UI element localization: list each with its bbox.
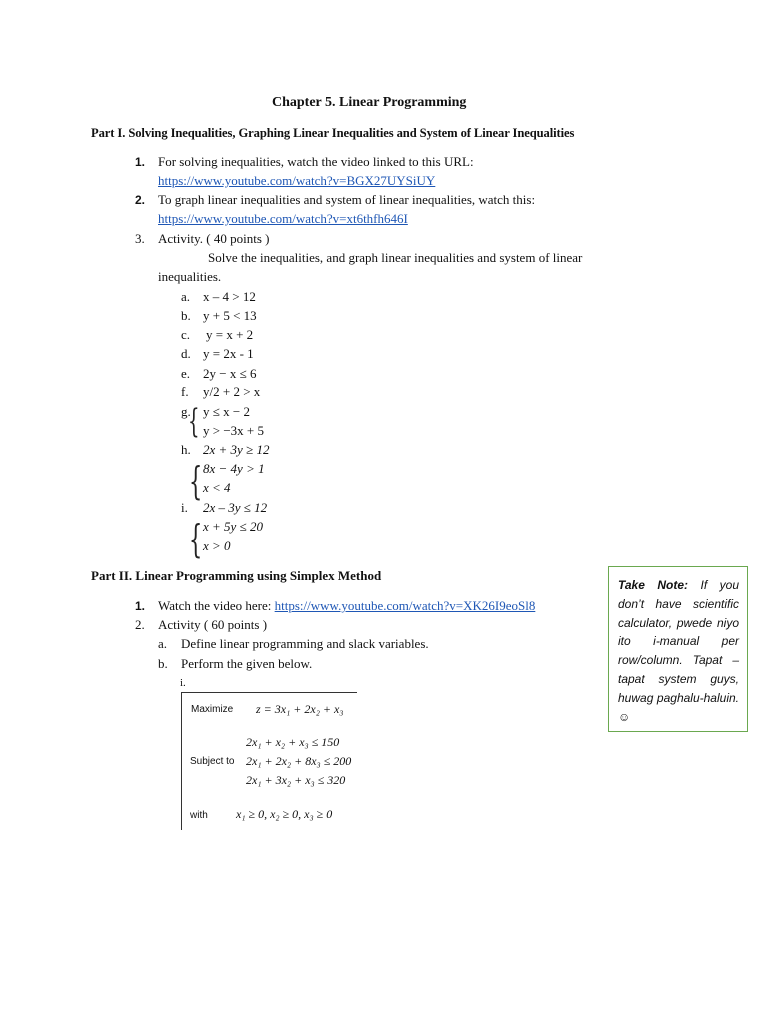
system-h-line2: 8x − 4y > 1	[203, 461, 265, 476]
with-label: with	[190, 810, 208, 821]
subitem-e-letter: e.	[181, 366, 191, 381]
system-i-line1: 2x – 3y ≤ 12	[203, 500, 268, 515]
constraint-1: 2x₁ + x₂ + x₃ ≤ 150	[246, 735, 340, 749]
part2-heading: Part II. Linear Programming using Simplex Method	[91, 568, 382, 583]
system-h-brace: {	[189, 459, 203, 503]
part2-item2b-text: Perform the given below.	[181, 656, 313, 671]
part2-item1-link[interactable]: https://www.youtube.com/watch?v=XK26I9eoSl8	[274, 598, 536, 613]
part2-item1-text: Watch the video here:	[158, 598, 272, 613]
part1-item1-text: For solving inequalities, watch the video linked to this URL:	[158, 154, 474, 169]
part1-item2-text: To graph linear inequalities and system of linear inequalities, watch this:	[158, 192, 536, 207]
constraint-3: 2x₁ + 3x₂ + x₃ ≤ 320	[246, 773, 346, 787]
system-i-letter: i.	[181, 500, 188, 515]
subitem-a-expression: x – 4 > 12	[203, 289, 256, 304]
subject-to-label: Subject to	[190, 756, 235, 767]
system-i-line2: x + 5y ≤ 20	[203, 519, 263, 534]
part2-item2b-letter: b.	[158, 656, 168, 671]
part2-item2-text: Activity ( 60 points )	[158, 617, 268, 632]
subitem-f-expression: y/2 + 2 > x	[203, 384, 261, 399]
part1-item3-number: 3.	[135, 231, 145, 246]
subitem-c-letter: c.	[181, 327, 191, 342]
part1-item3-text: Activity. ( 40 points )	[158, 231, 270, 246]
constraint-2: 2x₁ + 2x₂ + 8x₃ ≤ 200	[246, 754, 352, 768]
lp-problem-box	[181, 692, 357, 830]
subitem-b-letter: b.	[181, 308, 191, 323]
take-note-box	[608, 566, 748, 732]
objective-function: z = 3x₁ + 2x₂ + x₃	[256, 702, 344, 716]
nonnegativity-constraints: x₁ ≥ 0, x₂ ≥ 0, x₃ ≥ 0	[236, 807, 333, 821]
part2-roman-i: i.	[180, 677, 186, 689]
subitem-b-expression: y + 5 < 13	[203, 308, 257, 323]
part1-item3-instruction-line1: Solve the inequalities, and graph linear inequalities and system of linear	[208, 250, 583, 265]
subitem-e-expression: 2y − x ≤ 6	[203, 366, 257, 381]
part1-item3-instruction-line2: inequalities.	[158, 269, 222, 284]
part1-heading: Part I. Solving Inequalities, Graphing Linear Inequalities and System of Linear Inequalities	[91, 126, 575, 140]
part2-item1-line	[158, 598, 535, 614]
part2-item2-number: 2.	[135, 617, 145, 632]
system-g-line1: y ≤ x − 2	[203, 404, 250, 419]
subitem-d-expression: y = 2x - 1	[203, 346, 254, 361]
part2-item1-number: 1.	[135, 599, 146, 613]
system-h-line1: 2x + 3y ≥ 12	[203, 442, 270, 457]
maximize-label: Maximize	[191, 704, 234, 715]
part1-item2-number: 2.	[135, 193, 146, 207]
subitem-f-letter: f.	[181, 384, 189, 399]
subitem-d-letter: d.	[181, 346, 191, 361]
part2-item2a-letter: a.	[158, 636, 168, 651]
system-i-brace: {	[189, 517, 203, 561]
take-note-text: If you don’t have scientific calculator, pwede niyo ito i-manual per row/column. Tapat – tapat system guys, huwag paghalu-haluin. ☺	[618, 578, 739, 724]
part2-item2a-text: Define linear programming and slack variables.	[181, 636, 429, 651]
take-note-label: Take Note:	[618, 578, 689, 592]
part1-item1-number: 1.	[135, 155, 146, 169]
chapter-title: Chapter 5. Linear Programming	[272, 95, 467, 110]
part1-item2-link[interactable]: https://www.youtube.com/watch?v=xt6thfh646I	[158, 211, 408, 226]
system-h-line3: x < 4	[203, 480, 231, 495]
system-i-line3: x > 0	[203, 538, 231, 553]
system-g-line2: y > −3x + 5	[203, 423, 264, 438]
system-h-letter: h.	[181, 442, 191, 457]
part1-item1-link[interactable]: https://www.youtube.com/watch?v=BGX27UYSiUY	[158, 173, 436, 188]
system-g-brace: {	[188, 401, 200, 440]
subitem-a-letter: a.	[181, 289, 191, 304]
system-g-letter: g.	[181, 404, 191, 419]
subitem-c-expression: y = x + 2	[206, 327, 254, 342]
